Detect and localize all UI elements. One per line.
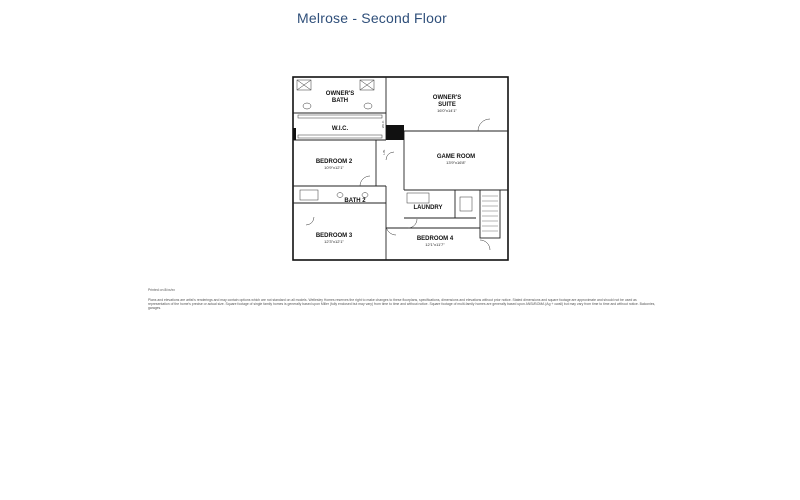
printed-date: Printed on 8/xx/xx	[148, 288, 175, 292]
wic-label: W.I.C.	[331, 126, 349, 132]
owners-suite-dims: 16'0"x14'1"	[437, 108, 457, 113]
bedroom-2-dims: 10'9"x12'1"	[324, 165, 344, 170]
owners-suite-label-line1: OWNER'S	[432, 95, 462, 101]
bedroom-2-label: BEDROOM 2	[315, 159, 353, 165]
wic-side-label: W.I.C.	[381, 119, 385, 129]
laundry-label: LAUNDRY	[413, 205, 443, 211]
bedroom-3-label: BEDROOM 3	[315, 233, 353, 239]
disclaimer-text: Plans and elevations are artist's renderings and may contain options which are not standard on all models. Wellesley Homes reserves the right to make changes to these floorplans, specifications, dimensions and elevations without prior notice. Stated dimensions and square footage are approximate and should not be used as representation of the home's precise or actual size. Square footage of single family homes is generally based upon Miller (fully enclosed but may vary) from time to time and without notice. Square footage of multi-family homes are generally based upon ANSI/BOMA (Ag + cwall) but may vary from time to time and without notice. Balconies, garages.	[148, 298, 656, 310]
game-room-label: GAME ROOM	[436, 154, 476, 160]
bedroom-3-dims: 12'3"x12'1"	[324, 239, 344, 244]
linen-closet-label: LIN.	[382, 149, 386, 155]
owners-bath-label-line2: BATH	[331, 98, 349, 104]
owners-suite-label-line2: SUITE	[438, 102, 456, 108]
owners-bath-label-line1: OWNER'S	[325, 91, 355, 97]
bath-2-label: BATH 2	[344, 198, 366, 204]
floor-plan-title: Melrose - Second Floor	[297, 10, 447, 26]
bedroom-4-label: BEDROOM 4	[416, 236, 454, 242]
game-room-dims: 13'9"x16'8"	[446, 160, 466, 165]
bedroom-4-dims: 12'1"x11'7"	[425, 242, 445, 247]
disclaimer-block	[148, 288, 658, 310]
